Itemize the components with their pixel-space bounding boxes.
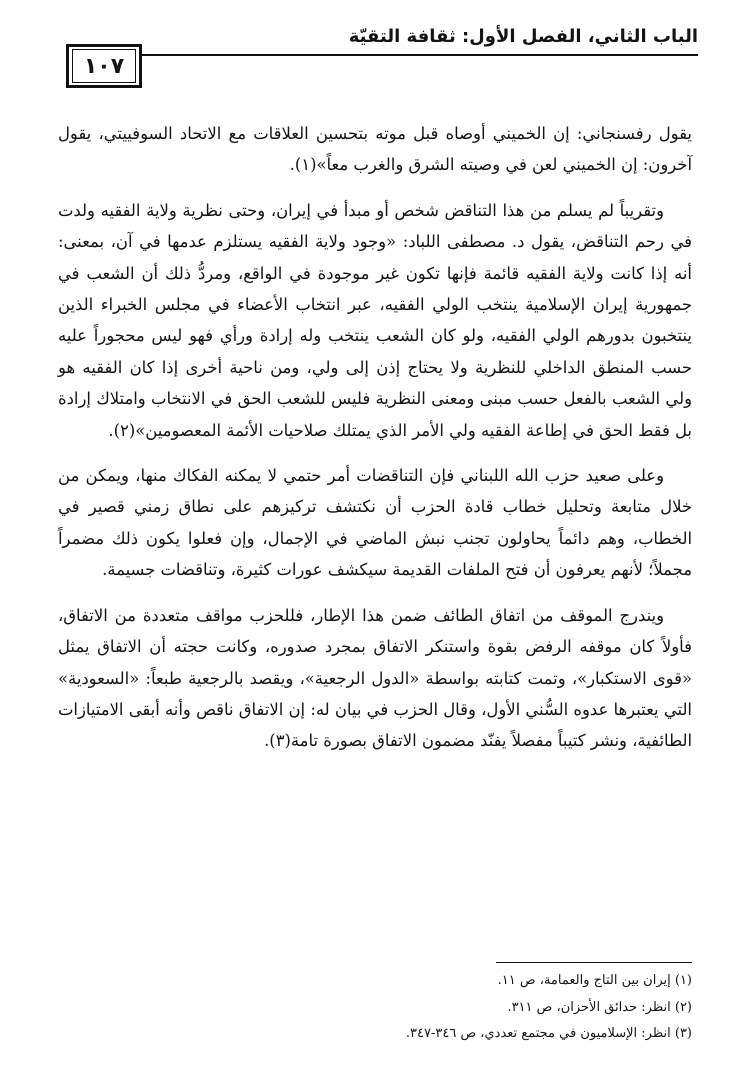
running-header	[60, 16, 698, 58]
paragraph: يقول رفسنجاني: إن الخميني أوصاه قبل موته بتحسين العلاقات مع الاتحاد السوفييتي، يقول آخرون: إن الخميني لعن في وصيته الشرق والغرب معاً»(١).	[58, 124, 692, 175]
main-text	[58, 118, 692, 771]
footnote: (١) إيران بين التاج والعمامة، ص ١١.	[497, 973, 692, 988]
page-number: ١٠٧	[83, 53, 125, 79]
footnotes	[58, 968, 692, 1048]
footnote: (٣) انظر: الإسلاميون في مجتمع تعددي، ص ٣٤٦-٣٤٧.	[405, 1026, 692, 1041]
page-number-frame	[66, 44, 142, 88]
page-number-inner-frame	[72, 49, 136, 83]
running-header-title: الباب الثاني، الفصل الأول: ثقافة التقيّة	[348, 26, 698, 47]
paragraph: وعلى صعيد حزب الله اللبناني فإن التناقضات أمر حتمي لا يمكنه الفكاك منها، ويمكن من خلال متابعة وتحليل خطاب قادة الحزب أن نكتشف تركيزهم على نطاق زمني قصير في الخطاب، وهم دائماً يحاولون تجنب نبش الماضي في الإجمال، وإن فعلوا يكون ذلك مضمراً مجملاً؛ لأنهم يعرفون أن فتح الملفات القديمة سيكشف عورات كثيرة، وتناقضات جسيمة.	[58, 466, 692, 580]
footnote: (٢) انظر: حدائق الأحزان، ص ٣١١.	[507, 999, 692, 1015]
paragraph: وتقريباً لم يسلم من هذا التناقض شخص أو مبدأ في إيران، وحتى نظرية ولاية الفقيه ولدت في رحم التناقض، يقول د. مصطفى اللباد: «وجود ولاية الفقيه يستلزم عدمها في آن، بمعنى: أنه إذا كانت ولاية الفقيه قائمة فإنها تكون غير موجودة في الواقع، ومردُّ ذلك أن الشعب في جمهورية إيران الإسلامية ينتخب الولي الفقيه، عبر انتخاب الأعضاء في مجلس الخبراء الذين ينتخبون بدورهم الولي الفقيه، ولو كان الشعب ينتخب وله إرادة ورأي فهو ليس محجوراً عليه حسب المنطق الداخلي للنظرية ولا يحتاج إذن إلى ولي، ومن ناحية أخرى إذا كان الفقيه هو ولي الشعب بالفعل حسب مبنى ومعنى النظرية فليس للشعب الحق في الانتخاب وامتلاك إرادة بل فقط الحق في إطاعة الفقيه ولي الأمر الذي يمتلك صلاحيات الأئمة المعصومين»(٢).	[58, 200, 692, 440]
header-divider	[122, 54, 698, 56]
footnote-divider	[496, 962, 692, 963]
paragraph: ويندرج الموقف من اتفاق الطائف ضمن هذا الإطار، فللحزب مواقف متعددة من الاتفاق، فأولاً كان موقفه الرفض بقوة واستنكر الاتفاق بمجرد صدوره، وكانت حجته أن الاتفاق يمثل «قوى الاستكبار»، وتمت كتابته بواسطة «الدول الرجعية»، ويقصد بالرجعية طبعاً: «السعودية» التي يعتبرها عدوه السُّني الأول، وقال الحزب في بيان له: إن الاتفاق ناقص وأنه أبقى الامتيازات الطائفية، ونشر كتيباً مفصلاً يفنّد مضمون الاتفاق بصورة تامة(٣).	[58, 605, 692, 751]
